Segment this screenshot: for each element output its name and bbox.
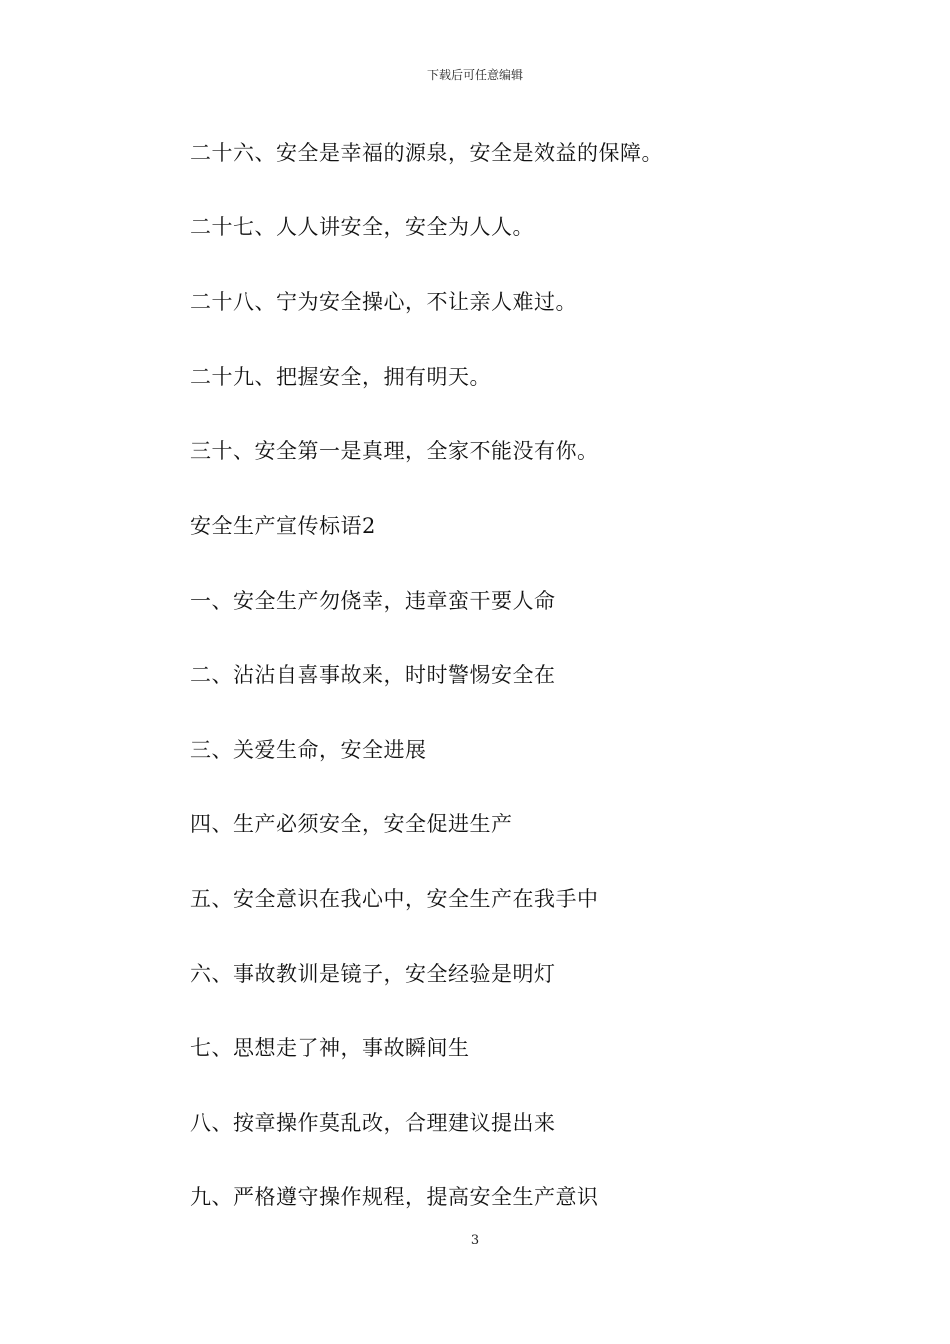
section-heading: 安全生产宣传标语2 [190, 514, 376, 538]
text-line-29: 二十九、把握安全，拥有明天。 [190, 365, 491, 389]
text-line-30: 三十、安全第一是真理，全家不能没有你。 [190, 439, 599, 463]
text-line-2: 二、沾沾自喜事故来，时时警惕安全在 [190, 663, 556, 687]
page-number: 3 [470, 1233, 480, 1248]
text-line-7: 七、思想走了神，事故瞬间生 [190, 1036, 470, 1060]
text-line-3: 三、关爱生命，安全进展 [190, 738, 427, 762]
text-line-4: 四、生产必须安全，安全促进生产 [190, 812, 513, 836]
text-line-8: 八、按章操作莫乱改，合理建议提出来 [190, 1111, 556, 1135]
text-line-27: 二十七、人人讲安全，安全为人人。 [190, 215, 534, 239]
text-line-28: 二十八、宁为安全操心，不让亲人难过。 [190, 290, 577, 314]
text-line-26: 二十六、安全是幸福的源泉，安全是效益的保障。 [190, 141, 663, 165]
page-header: 下载后可任意编辑 [426, 68, 523, 82]
text-line-5: 五、安全意识在我心中，安全生产在我手中 [190, 887, 599, 911]
text-line-1: 一、安全生产勿侥幸，违章蛮干要人命 [190, 589, 556, 613]
text-line-9: 九、严格遵守操作规程，提高安全生产意识 [190, 1185, 599, 1209]
text-line-6: 六、事故教训是镜子，安全经验是明灯 [190, 962, 556, 986]
